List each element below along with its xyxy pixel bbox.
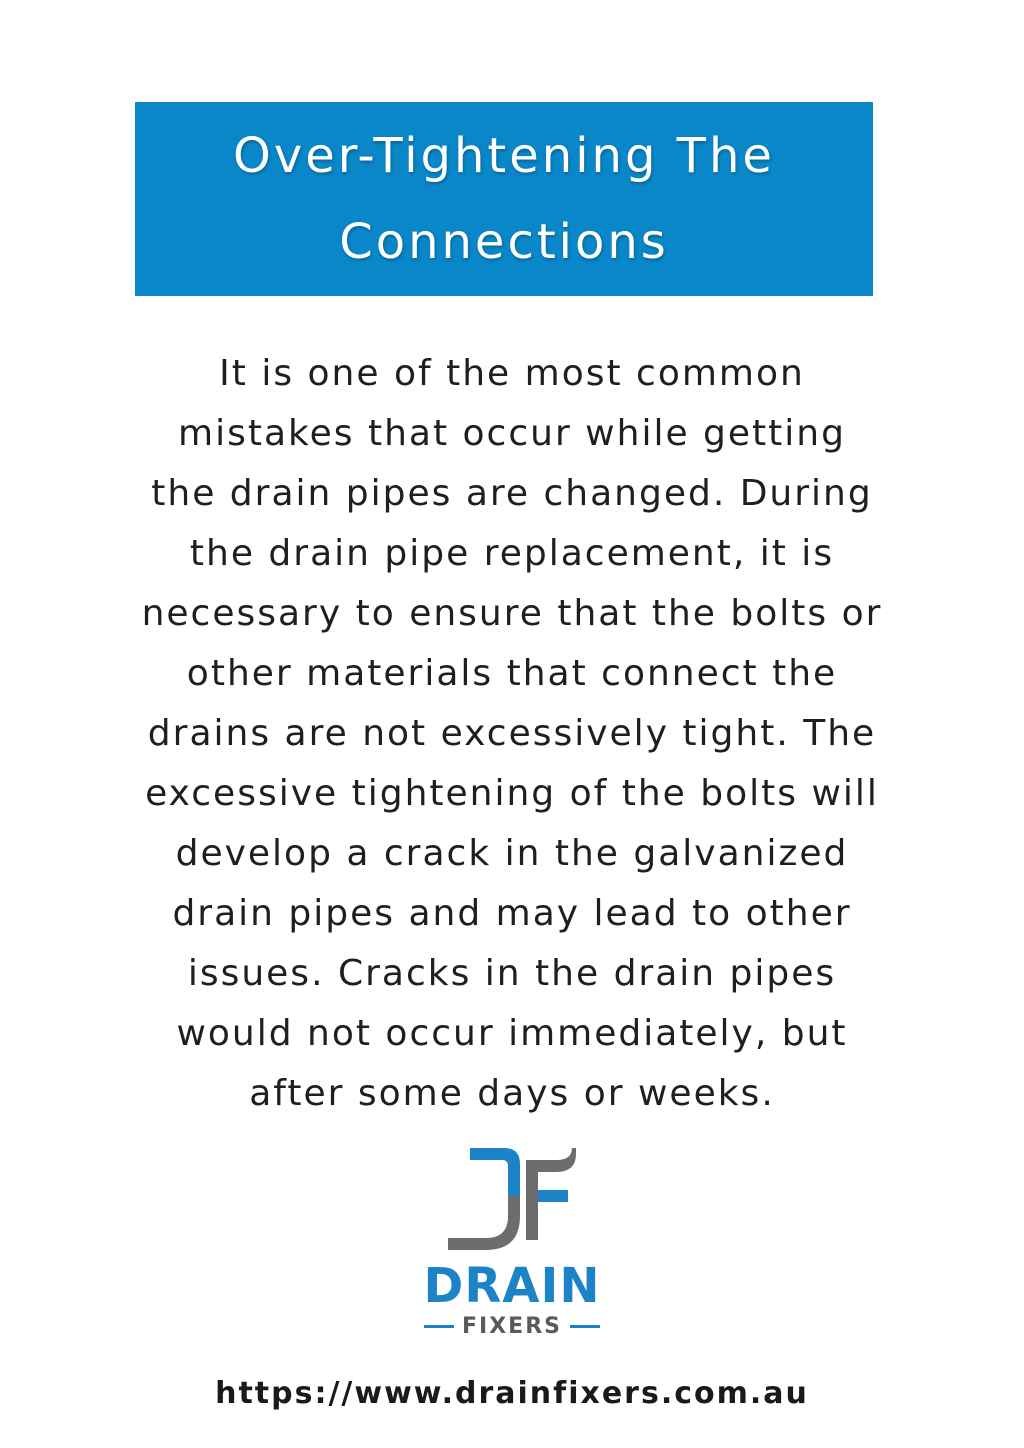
body-line: other materials that connect the [186, 653, 838, 694]
title-banner [135, 102, 873, 296]
pipe-df-logo-icon [446, 1146, 578, 1256]
body-line: the drain pipes are changed. During [151, 473, 873, 514]
website-url[interactable]: https://www.drainfixers.com.au [215, 1376, 809, 1411]
body-line: the drain pipe replacement, it is [189, 533, 835, 574]
body-line: would not occur immediately, but [176, 1013, 848, 1054]
body-line: excessive tightening of the bolts will [145, 773, 879, 814]
body-line: drains are not excessively tight. The [147, 713, 877, 754]
logo-wordmark: DRAIN [423, 1258, 601, 1314]
logo-rule-left [424, 1325, 454, 1328]
page-title-line-2: Connections [339, 214, 669, 270]
logo-subtext: FIXERS [462, 1313, 562, 1339]
body-line: It is one of the most common [219, 353, 805, 394]
drain-fixers-logo [408, 1146, 616, 1342]
body-line: mistakes that occur while getting [178, 413, 846, 454]
logo-rule-right [570, 1325, 600, 1328]
body-line: issues. Cracks in the drain pipes [187, 953, 837, 994]
page-title-line-1: Over-Tightening The [233, 128, 775, 184]
logo-subline [408, 1312, 616, 1340]
body-line: develop a crack in the galvanized [175, 833, 849, 874]
body-line: after some days or weeks. [249, 1073, 775, 1114]
body-line: necessary to ensure that the bolts or [141, 593, 883, 634]
body-paragraph [60, 344, 964, 1124]
body-line: drain pipes and may lead to other [172, 893, 852, 934]
